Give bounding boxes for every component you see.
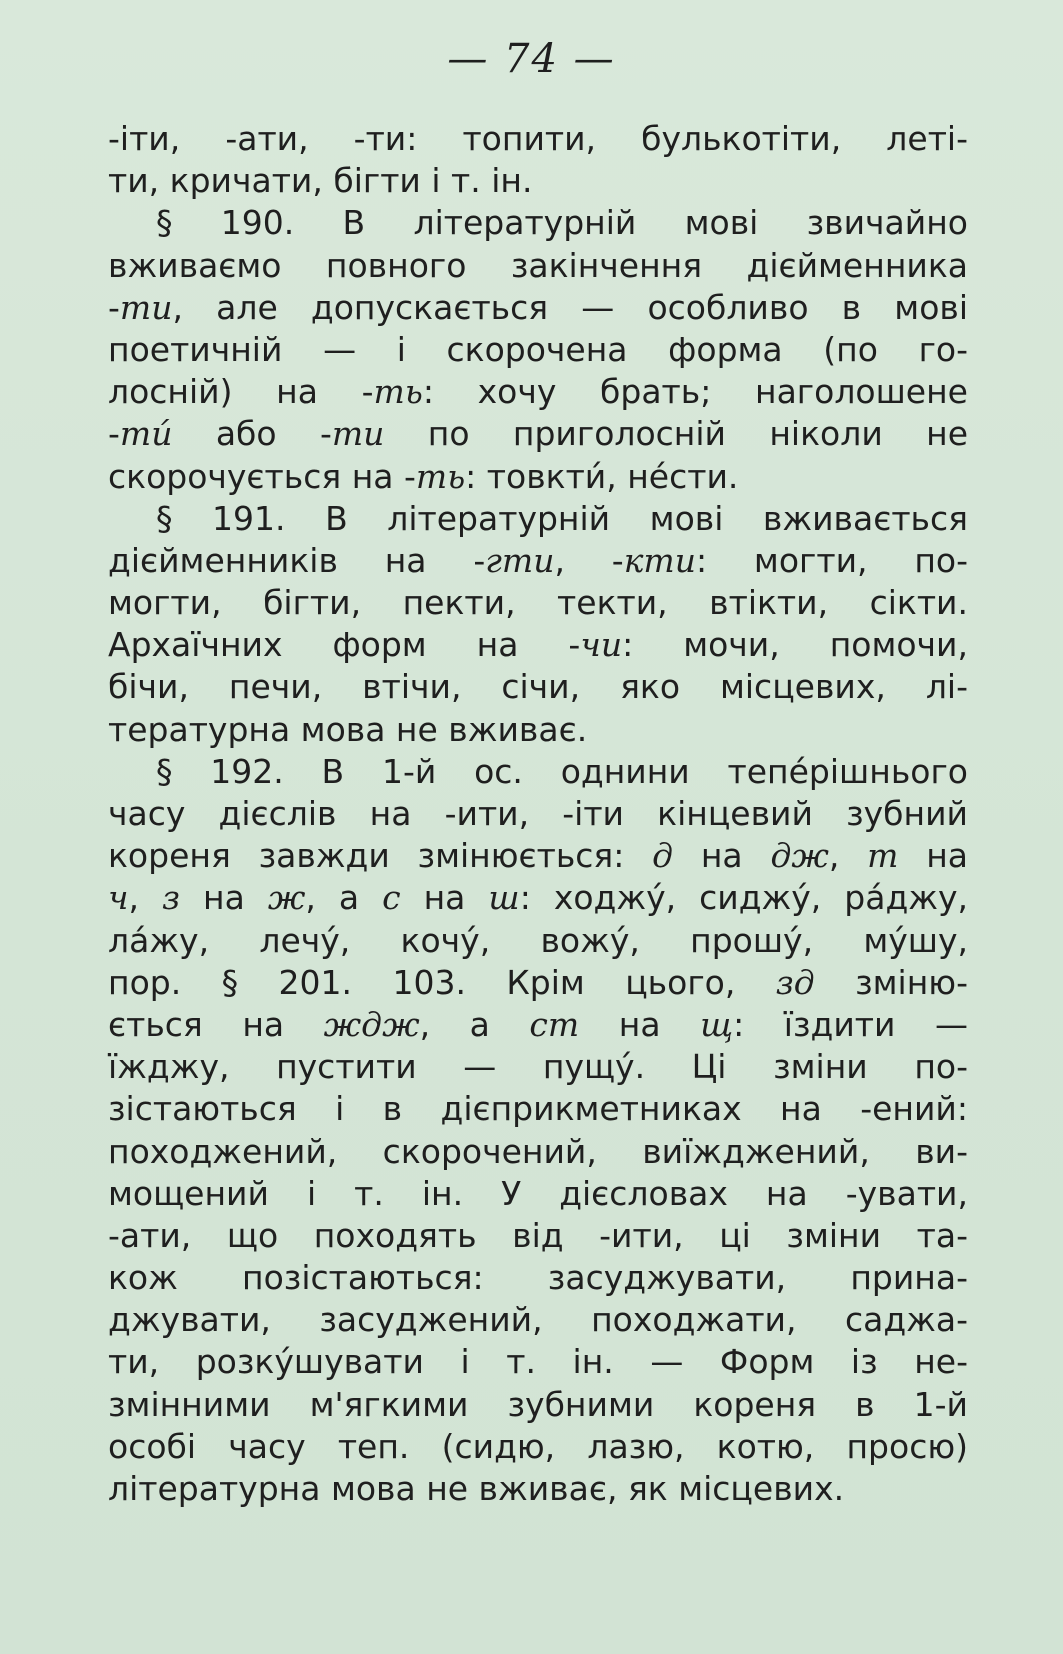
italic-segment: гти xyxy=(485,540,555,580)
text-segment: дієйменників на - xyxy=(108,540,486,580)
italic-segment: ти xyxy=(331,414,385,454)
italic-segment: д xyxy=(652,836,674,876)
text-segment: , а xyxy=(419,1004,530,1044)
text-line xyxy=(108,835,968,877)
text-segment: бічи, печи, втічи, січи, яко місцевих, лі- xyxy=(108,667,968,707)
text-segment: або - xyxy=(172,414,332,454)
text-segment: на xyxy=(898,836,969,876)
text-line xyxy=(108,920,968,962)
text-line xyxy=(108,709,968,751)
text-segment: , - xyxy=(554,540,624,580)
text-segment: по приголосній ніколи не xyxy=(384,414,968,454)
text-segment: - xyxy=(108,287,120,327)
text-segment: на xyxy=(579,1004,701,1044)
text-segment: змінними м'ягкими зубними кореня в 1-й xyxy=(108,1384,968,1424)
text-segment: - xyxy=(108,414,120,454)
text-line xyxy=(108,329,968,371)
text-line xyxy=(108,751,968,793)
text-line xyxy=(108,624,968,666)
text-segment: : їздити — xyxy=(733,1004,968,1044)
text-segment: : могти, по- xyxy=(695,540,969,580)
text-segment: : ходжу́, сиджу́, ра́джу, xyxy=(519,878,969,918)
text-segment: § 191. В літературній мові вживається xyxy=(156,498,968,538)
italic-segment: зд xyxy=(775,962,815,1002)
italic-segment: ст xyxy=(529,1004,580,1044)
text-segment: кож позістаються: засуджувати, прина- xyxy=(108,1258,968,1298)
text-segment: літературна мова не вживає, як місцевих. xyxy=(108,1469,845,1508)
text-segment: на xyxy=(673,836,771,876)
text-segment: походжений, скорочений, виїжджений, ви- xyxy=(108,1131,968,1171)
italic-segment: ждж xyxy=(323,1004,420,1044)
text-line xyxy=(108,1215,968,1257)
text-line xyxy=(108,1046,968,1088)
text-segment: на xyxy=(400,878,489,918)
text-line xyxy=(108,287,968,329)
text-line xyxy=(108,1131,968,1173)
text-line xyxy=(108,160,968,202)
text-segment: особі часу теп. (сидю, лазю, котю, просю) xyxy=(108,1426,968,1466)
text-line xyxy=(108,666,968,708)
text-line xyxy=(108,118,968,160)
text-line xyxy=(108,1468,968,1510)
text-segment: : товкти́, не́сти. xyxy=(465,456,739,496)
text-segment: мощений і т. ін. У дієсловах на -увати, xyxy=(108,1173,968,1213)
text-line xyxy=(108,582,968,624)
text-segment: їжджу, пустити — пущу́. Ці зміни по- xyxy=(108,1047,968,1087)
text-line xyxy=(108,877,968,919)
italic-segment: дж xyxy=(770,836,829,876)
text-segment: джувати, засуджений, походжати, саджа- xyxy=(108,1300,968,1340)
text-segment: на xyxy=(180,878,268,918)
text-segment: кореня завжди змінюється: xyxy=(108,836,653,876)
text-segment: , xyxy=(828,836,868,876)
text-segment: поетичній — і скорочена форма (по го- xyxy=(108,329,968,369)
text-line xyxy=(108,371,968,413)
text-segment: ється на xyxy=(108,1004,324,1044)
text-segment: § 192. В 1-й ос. однини тепе́рішнього xyxy=(156,751,968,791)
text-segment: часу дієслів на -ити, -іти кінцевий зубний xyxy=(108,794,968,833)
text-segment: : мочи, помочи, xyxy=(622,625,968,665)
text-segment: -ати, що походять від -ити, ці зміни та- xyxy=(108,1215,968,1255)
text-line xyxy=(108,540,968,582)
text-segment: пор. § 201. 103. Крім цього, xyxy=(108,962,776,1002)
text-line xyxy=(108,456,968,498)
italic-segment: с xyxy=(382,878,401,918)
italic-segment: т xyxy=(867,836,899,876)
text-segment: § 190. В літературній мові звичайно xyxy=(156,203,968,243)
text-line xyxy=(108,498,968,540)
text-line xyxy=(108,1004,968,1046)
text-line xyxy=(108,1257,968,1299)
text-line xyxy=(108,1299,968,1341)
italic-segment: щ xyxy=(700,1004,734,1044)
text-segment: ти, кричати, бігти і т. ін. xyxy=(108,161,533,201)
text-segment: , але допускається — особливо в мові xyxy=(172,287,968,327)
text-segment: -іти, -ати, -ти: топити, булькотіти, леті- xyxy=(108,119,968,158)
text-line xyxy=(108,1384,968,1426)
text-segment: ла́жу, лечу́, кочу́, вожу́, прошу́, му́шу, xyxy=(108,920,968,960)
italic-segment: чи xyxy=(580,625,623,665)
text-segment: тературна мова не вживає. xyxy=(108,709,588,749)
text-line xyxy=(108,793,968,835)
italic-segment: ж xyxy=(267,878,306,918)
italic-segment: ть xyxy=(415,456,466,496)
text-segment: , а xyxy=(305,878,383,918)
text-segment: лосній) на - xyxy=(108,372,374,412)
text-segment: зістаються і в дієприкметниках на -ений: xyxy=(108,1089,968,1129)
text-segment: могти, бігти, пекти, текти, втікти, сікти. xyxy=(108,583,968,623)
italic-segment: ть xyxy=(373,372,423,412)
text-line xyxy=(108,245,968,287)
page-number: — 74 — xyxy=(447,36,616,82)
italic-segment: кти xyxy=(623,540,696,580)
text-segment: вживаємо повного закінчення дієйменника xyxy=(108,245,968,285)
text-segment: зміню- xyxy=(814,962,968,1002)
text-line xyxy=(108,962,968,1004)
text-line xyxy=(108,413,968,455)
text-line xyxy=(108,1426,968,1468)
text-segment: ти, розку́шувати і т. ін. — Форм із не- xyxy=(108,1342,968,1382)
text-segment: , xyxy=(128,878,163,918)
text-line xyxy=(108,1088,968,1130)
text-segment: скорочується на - xyxy=(108,456,416,496)
body-text xyxy=(108,118,968,1510)
italic-segment: ш xyxy=(488,878,520,918)
text-line xyxy=(108,1341,968,1383)
text-segment: Архаїчних форм на - xyxy=(108,625,581,665)
italic-segment: ти xyxy=(119,287,173,327)
text-line xyxy=(108,202,968,244)
text-segment: : хочу брать; наголошене xyxy=(422,372,968,412)
italic-segment: ч xyxy=(108,878,129,918)
italic-segment: з xyxy=(162,878,181,918)
text-line xyxy=(108,1173,968,1215)
italic-segment: ти́ xyxy=(119,414,173,454)
